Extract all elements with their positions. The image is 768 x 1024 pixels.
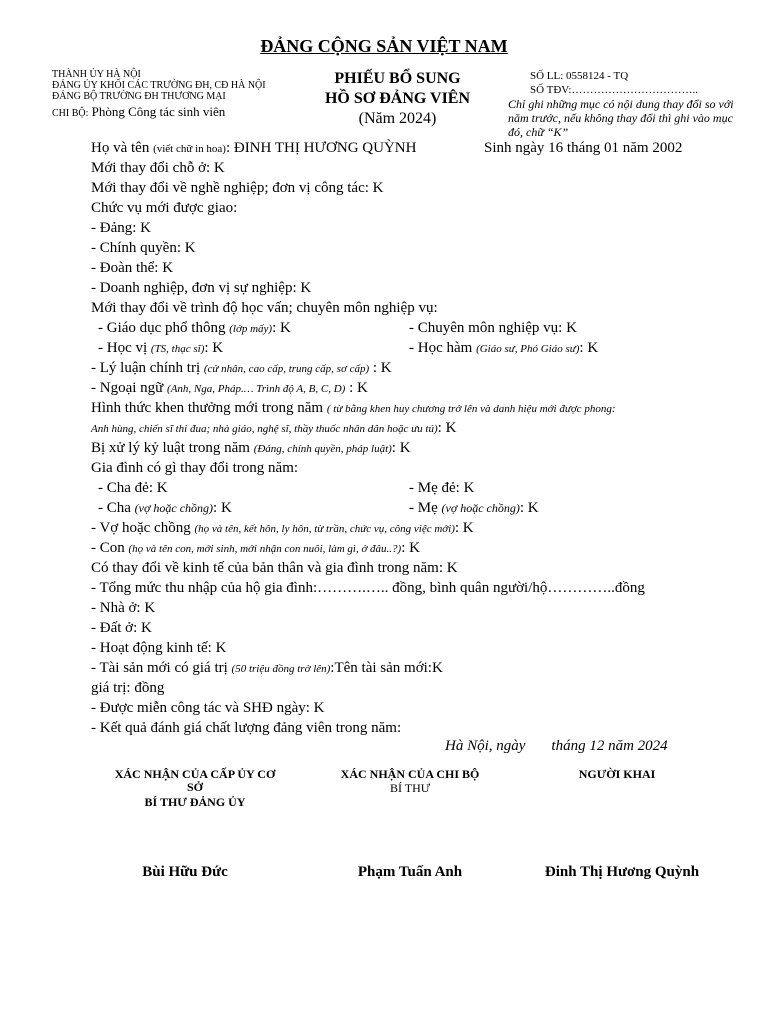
date-rest: tháng 12 năm 2024 [551, 738, 668, 754]
degree-hint: (TS, thạc sĩ) [150, 343, 205, 355]
mother-bio: - Mẹ đẻ: K [409, 480, 475, 496]
general-education-hint: (lớp mấy) [229, 323, 273, 335]
children-label: - Con [91, 540, 125, 556]
specialty: - Chuyên môn nghiệp vụ: K [409, 320, 577, 336]
academic-hint: (Giáo sư, Phó Giáo sư) [476, 343, 580, 355]
mother-law-hint: (vợ hoặc chồng) [441, 501, 520, 515]
academic-title [409, 340, 598, 357]
language-hint: (Anh, Nga, Pháp.… Trình độ A, B, C, D) [167, 383, 346, 395]
income-line: - Tổng mức thu nhập của hộ gia đình:……….….. đồng, bình quân người/hộ…………..đồng [91, 580, 645, 596]
name-line [91, 140, 416, 157]
award-line [91, 400, 615, 417]
mother-law-value: : K [519, 500, 539, 516]
chi-bo-value: Phòng Công tác sinh viên [91, 104, 226, 119]
assets-hint: (50 triệu đồng trở lên) [231, 663, 331, 675]
spouse-value: : K [454, 520, 474, 536]
enterprise-position: - Doanh nghiệp, đơn vị sự nghiệp: K [91, 280, 312, 296]
party-title: ĐẢNG CỘNG SẢN VIỆT NAM [260, 36, 508, 56]
chi-bo-line [52, 104, 225, 120]
position-title: Chức vụ mới được giao: [91, 200, 238, 216]
foreign-language [91, 380, 368, 397]
government-position: - Chính quyền: K [91, 240, 196, 256]
party-position: - Đảng: K [91, 220, 151, 236]
discipline-label: Bị xử lý kỷ luật trong năm [91, 440, 250, 456]
father-bio [98, 480, 168, 497]
discipline-hint: (Đảng, chính quyền, pháp luật) [253, 443, 392, 455]
sig-col3-head: NGƯỜI KHAI [578, 767, 656, 781]
spouse-label: - Vợ hoặc chồng [91, 520, 191, 536]
form-year: (Năm 2024) [358, 110, 437, 127]
assets-value: :Tên tài sản mới:K [330, 660, 443, 676]
sig-col1-name: Bùi Hữu Đức [142, 864, 228, 880]
exemption-line: - Được miễn công tác và SHĐ ngày: K [91, 700, 325, 716]
assets-label: - Tài sản mới có giá trị [91, 660, 228, 676]
award-line-2 [91, 420, 456, 437]
father-bio-label: - Cha đẻ [98, 480, 149, 496]
date-line [445, 738, 668, 755]
birth-date: Sinh ngày 16 tháng 01 năm 2002 [484, 140, 683, 156]
sig-col3-name: Đinh Thị Hương Quỳnh [544, 864, 700, 880]
sig-col2-name: Phạm Tuấn Anh [357, 864, 463, 880]
award-hint-1: ( từ bằng khen huy chương trở lên và danh hiệu mới được phong: [326, 403, 616, 415]
language-label: - Ngoại ngữ [91, 380, 164, 396]
father-in-law [98, 500, 232, 517]
sig-col1-head-1: XÁC NHẬN CỦA CẤP ỦY CƠ [114, 767, 276, 781]
language-value: : K [345, 380, 368, 396]
general-education-label: - Giáo dục phổ thông [98, 320, 226, 336]
sig-col2-head: XÁC NHẬN CỦA CHI BỘ [340, 767, 480, 781]
chi-bo-label: CHI BỘ: [52, 108, 89, 119]
asset-value-line: giá trị: đồng [91, 680, 165, 696]
political-theory [91, 360, 392, 377]
father-law-label: - Cha [98, 500, 131, 516]
land-line: - Đất ở: K [91, 620, 152, 636]
business-line: - Hoạt động kinh tế: K [91, 640, 227, 656]
spouse-hint: (họ và tên, kết hôn, ly hôn, từ trần, chức vụ, công việc mới) [194, 523, 455, 535]
degree-value: : K [204, 340, 224, 356]
house-line: - Nhà ở: K [91, 600, 156, 616]
family-title: Gia đình có gì thay đổi trong năm: [91, 460, 299, 476]
job-line: Mới thay đổi về nghề nghiệp; đơn vị công tác: K [91, 180, 384, 196]
politics-label: - Lý luận chính trị [91, 360, 201, 376]
name-label: Họ và tên [91, 140, 150, 156]
award-label: Hình thức khen thưởng mới trong năm [91, 400, 324, 416]
award-value: : K [437, 420, 457, 436]
so-tdv: SỐ TĐV:…………………………….. [530, 84, 698, 96]
date-place: Hà Nội, ngày [445, 738, 526, 754]
evaluation-line: - Kết quả đánh giá chất lượng đảng viên trong năm: [91, 720, 402, 736]
children-value: : K [401, 540, 420, 556]
discipline-value: : K [391, 440, 411, 456]
org-line-3: ĐẢNG BỘ TRƯỜNG ĐH THƯƠNG MẠI [52, 91, 226, 102]
residence-line: Mới thay đổi chỗ ở: K [91, 160, 225, 176]
academic-value: : K [579, 340, 599, 356]
degree [98, 340, 223, 357]
sig-col2-sub: BÍ THƯ [389, 781, 431, 795]
form-title-2: HỒ SƠ ĐẢNG VIÊN [324, 90, 471, 107]
union-position: - Đoàn thể: K [91, 260, 174, 276]
assets-line [91, 660, 443, 677]
father-law-hint: (vợ hoặc chồng) [134, 501, 214, 515]
discipline-line [91, 440, 411, 457]
father-law-value: : K [213, 500, 232, 516]
politics-hint: (cử nhân, cao cấp, trung cấp, sơ cấp) [203, 363, 370, 375]
form-title-1: PHIẾU BỔ SUNG [334, 70, 461, 87]
children-hint: (họ và tên con, mới sinh, mới nhận con nuôi, làm gì, ở đâu..?) [128, 543, 402, 555]
children-line [91, 540, 420, 557]
sig-col1-head-3: BÍ THƯ ĐẢNG ỦY [144, 795, 246, 809]
instruction-note: Chỉ ghi những mục có nội dung thay đổi so với năm trước, nếu không thay đổi thì ghi vào mục đó, chữ “K” [508, 97, 734, 139]
politics-value: : K [369, 360, 392, 376]
general-education [98, 320, 291, 337]
general-education-value: : K [272, 320, 291, 336]
org-line-2: ĐẢNG ỦY KHỐI CÁC TRƯỜNG ĐH, CĐ HÀ NỘI [52, 80, 266, 91]
degree-label: - Học vị [98, 340, 148, 356]
economy-title: Có thay đổi về kinh tế của bản thân và gia đình trong năm: K [91, 560, 458, 576]
mother-law-label: - Mẹ [409, 500, 438, 516]
org-line-1: THÀNH ỦY HÀ NỘI [52, 69, 141, 80]
father-bio-value: : K [148, 480, 168, 496]
education-title: Mới thay đổi về trình độ học vấn; chuyên môn nghiệp vụ: [91, 300, 438, 316]
spouse-line [91, 520, 474, 537]
mother-in-law [409, 500, 539, 517]
name-hint: (viết chữ in hoa) [153, 143, 226, 155]
so-ll: SỐ LL: 0558124 - TQ [530, 70, 629, 82]
sig-col1-head-2: SỞ [186, 780, 203, 794]
award-hint-2: Anh hùng, chiến sĩ thi đua; nhà giáo, nghệ sĩ, thầy thuốc nhân dân hoặc ưu tú) [91, 423, 438, 435]
academic-label: - Học hàm [409, 340, 473, 356]
name-value: : ĐINH THỊ HƯƠNG QUỲNH [225, 140, 417, 156]
